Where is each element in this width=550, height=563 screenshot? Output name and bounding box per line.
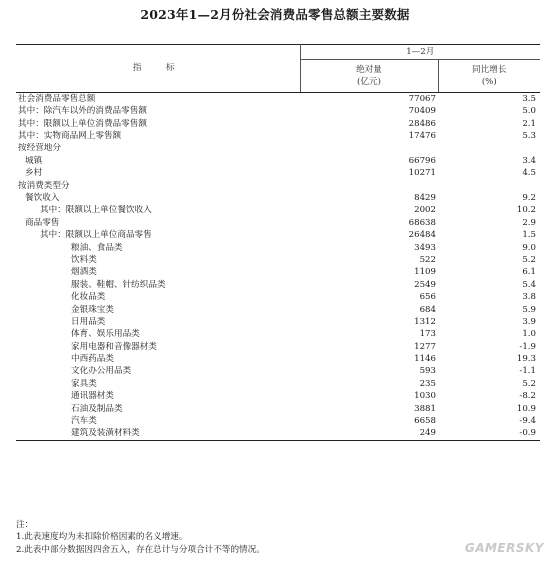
row-growth-rate: 2.1 — [522, 118, 536, 129]
header-absolute-unit: (亿元) — [357, 77, 381, 87]
row-indicator: 粮油、食品类 — [71, 242, 123, 253]
table-row — [16, 143, 540, 155]
page-title: 2023年1—2月份社会消费品零售总额主要数据 — [140, 7, 410, 22]
row-indicator: 化妆品类 — [71, 292, 106, 303]
row-absolute-value: 66796 — [408, 155, 436, 166]
row-indicator: 按经营地分 — [18, 143, 61, 154]
row-growth-rate: 3.5 — [522, 93, 536, 104]
row-indicator: 社会消费品零售总额 — [18, 93, 96, 104]
row-indicator: 金银珠宝类 — [71, 304, 114, 315]
row-growth-rate: 9.0 — [522, 242, 536, 253]
row-indicator: 饮料类 — [71, 254, 97, 265]
header-indicator — [16, 45, 300, 93]
row-absolute-value: 2002 — [414, 205, 436, 216]
table-notes — [16, 519, 540, 556]
row-absolute-value: 8429 — [414, 193, 436, 204]
watermark-logo: GAMERSKY — [464, 541, 544, 555]
row-growth-rate: 5.3 — [522, 131, 536, 142]
table-row — [16, 155, 540, 167]
table-row — [16, 366, 540, 378]
row-absolute-value: 1277 — [414, 341, 436, 352]
table-row — [16, 118, 540, 130]
row-absolute-value: 3493 — [414, 242, 436, 253]
table-row — [16, 266, 540, 278]
row-absolute-value: 249 — [300, 428, 438, 441]
note-item: 1.此表速度均为未扣除价格因素的名义增速。 — [16, 532, 188, 543]
header-growth-label: 同比增长 — [472, 65, 507, 75]
row-absolute-value: 10271 — [408, 168, 436, 179]
row-absolute-value: 173 — [419, 329, 436, 340]
row-growth-rate: -8.2 — [519, 391, 536, 402]
row-indicator: 家用电器和音像器材类 — [71, 341, 157, 352]
row-growth-rate: 5.2 — [522, 254, 536, 265]
row-indicator: 其中：限额以上单位商品零售 — [40, 230, 152, 241]
row-absolute-value: 1109 — [414, 267, 436, 278]
row-absolute-value: 6658 — [414, 416, 436, 427]
table-row — [16, 378, 540, 390]
table-row — [16, 415, 540, 427]
row-absolute-value — [300, 143, 438, 155]
table-row — [16, 428, 540, 441]
row-indicator: 商品零售 — [25, 217, 60, 228]
row-absolute-value: 77067 — [408, 93, 436, 104]
row-indicator: 其中：实物商品网上零售额 — [18, 131, 122, 142]
row-indicator: 其中：限额以上单位餐饮收入 — [40, 205, 152, 216]
row-indicator: 城镇 — [25, 155, 43, 166]
header-period: 1—2月 — [300, 45, 540, 60]
row-absolute-value: 1030 — [414, 391, 436, 402]
table-row — [16, 192, 540, 204]
row-absolute-value: 68638 — [408, 217, 436, 228]
table-row — [16, 93, 540, 106]
table-row — [16, 130, 540, 142]
row-indicator: 中西药品类 — [71, 354, 114, 365]
table-row — [16, 328, 540, 340]
row-absolute-value: 3881 — [414, 403, 436, 414]
row-growth-rate: -0.9 — [438, 428, 540, 441]
row-indicator: 建筑及装潢材料类 — [16, 428, 300, 441]
row-growth-rate — [438, 180, 540, 192]
row-growth-rate: 6.1 — [522, 267, 536, 278]
table-row — [16, 217, 540, 229]
row-growth-rate: 10.9 — [516, 403, 536, 414]
table-row — [16, 167, 540, 179]
table-body — [16, 93, 540, 441]
table-row — [16, 403, 540, 415]
row-growth-rate: 2.9 — [522, 217, 536, 228]
row-growth-rate: 1.0 — [522, 329, 536, 340]
row-indicator: 汽车类 — [71, 416, 97, 427]
row-growth-rate: -1.1 — [519, 366, 536, 377]
row-growth-rate: 3.4 — [522, 155, 536, 166]
row-indicator: 日用品类 — [71, 316, 106, 327]
row-growth-rate: 4.5 — [522, 168, 536, 179]
table-row — [16, 316, 540, 328]
table-row — [16, 242, 540, 254]
row-indicator: 家具类 — [71, 378, 97, 389]
table-row — [16, 279, 540, 291]
row-growth-rate: 5.0 — [522, 106, 536, 117]
row-indicator: 体育、娱乐用品类 — [71, 329, 140, 340]
table-row — [16, 390, 540, 402]
row-indicator: 按消费类型分 — [18, 180, 70, 191]
row-absolute-value: 522 — [419, 254, 436, 265]
table-row — [16, 180, 540, 192]
row-growth-rate: 5.9 — [522, 304, 536, 315]
table-row — [16, 105, 540, 117]
row-absolute-value — [300, 180, 438, 192]
row-absolute-value: 1146 — [414, 354, 436, 365]
row-absolute-value: 593 — [419, 366, 436, 377]
row-growth-rate: 9.2 — [522, 193, 536, 204]
table-row — [16, 254, 540, 266]
header-growth — [438, 60, 540, 93]
row-growth-rate: 1.5 — [522, 230, 536, 241]
row-growth-rate: 19.3 — [516, 354, 536, 365]
row-indicator: 文化办公用品类 — [71, 366, 132, 377]
row-growth-rate: 10.2 — [516, 205, 536, 216]
row-growth-rate: 3.8 — [522, 292, 536, 303]
row-growth-rate: 3.9 — [522, 316, 536, 327]
table-row — [16, 304, 540, 316]
row-indicator: 石油及制品类 — [71, 403, 123, 414]
row-absolute-value: 656 — [419, 292, 436, 303]
table-row — [16, 229, 540, 241]
row-indicator: 其中：限额以上单位消费品零售额 — [18, 118, 147, 129]
row-absolute-value: 235 — [419, 378, 436, 389]
row-absolute-value: 70409 — [408, 106, 436, 117]
header-absolute-label: 绝对量 — [356, 65, 382, 75]
table-row — [16, 353, 540, 365]
header-growth-unit: (%) — [481, 77, 497, 87]
row-growth-rate: 5.4 — [522, 279, 536, 290]
row-absolute-value: 17476 — [408, 131, 436, 142]
row-indicator: 烟酒类 — [71, 267, 97, 278]
row-absolute-value: 26484 — [408, 230, 436, 241]
notes-label: 注： — [16, 520, 34, 530]
row-indicator: 通讯器材类 — [71, 391, 114, 402]
row-growth-rate: -9.4 — [519, 416, 536, 427]
row-absolute-value: 28486 — [408, 118, 436, 129]
row-growth-rate: 5.2 — [522, 378, 536, 389]
row-indicator: 乡村 — [25, 168, 43, 179]
row-growth-rate — [438, 143, 540, 155]
row-absolute-value: 684 — [419, 304, 436, 315]
header-indicator-label: 指 标 — [132, 63, 183, 74]
table-row — [16, 205, 540, 217]
row-indicator: 服装、鞋帽、针纺织品类 — [71, 279, 166, 290]
row-absolute-value: 1312 — [414, 316, 436, 327]
row-absolute-value: 2549 — [414, 279, 436, 290]
table-row — [16, 291, 540, 303]
header-absolute — [300, 60, 438, 93]
data-table-container — [16, 44, 540, 441]
row-growth-rate: -1.9 — [519, 341, 536, 352]
row-indicator: 餐饮收入 — [25, 193, 60, 204]
note-item: 2.此表中部分数据因四舍五入，存在总计与分项合计不等的情况。 — [16, 544, 265, 555]
retail-sales-table — [16, 44, 540, 441]
table-row — [16, 341, 540, 353]
row-indicator: 其中：除汽车以外的消费品零售额 — [18, 106, 147, 117]
